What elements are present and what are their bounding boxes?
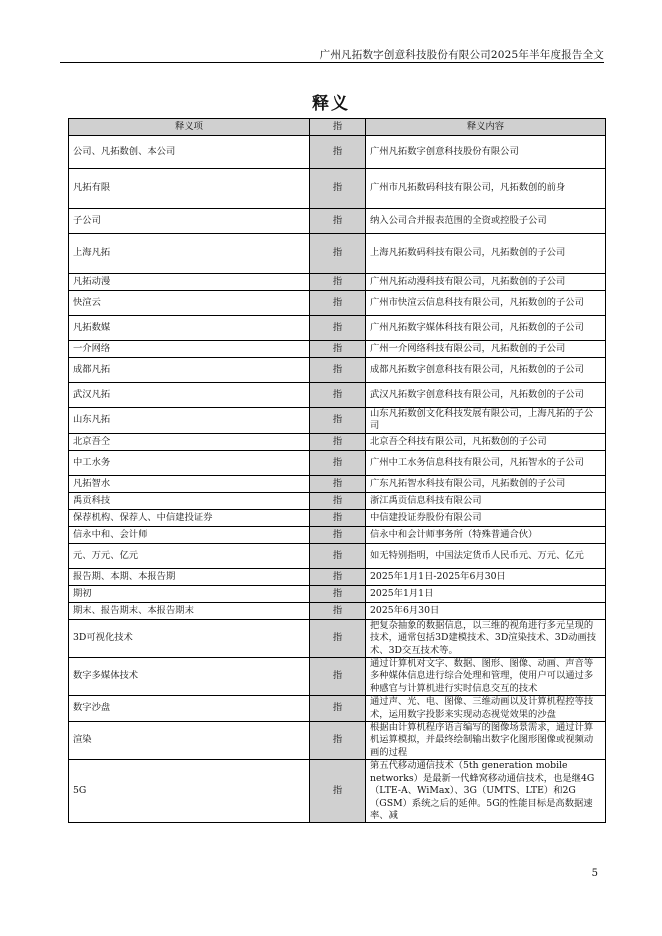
row-ref: 指 <box>310 475 366 492</box>
row-ref: 指 <box>310 433 366 450</box>
table-row <box>69 602 606 619</box>
row-ref: 指 <box>310 136 366 169</box>
table-row <box>69 526 606 543</box>
row-definition: 中信建投证券股份有限公司 <box>366 509 606 526</box>
row-term: 凡拓有限 <box>69 169 310 209</box>
row-ref: 指 <box>310 341 366 358</box>
row-ref: 指 <box>310 358 366 383</box>
row-ref: 指 <box>310 568 366 585</box>
row-definition: 广州凡拓数字创意科技股份有限公司 <box>366 136 606 169</box>
row-definition: 信永中和会计师事务所（特殊普通合伙） <box>366 526 606 543</box>
row-ref: 指 <box>310 450 366 475</box>
row-definition: 广州中工水务信息科技有限公司，凡拓智水的子公司 <box>366 450 606 475</box>
row-term: 元、万元、亿元 <box>69 543 310 568</box>
row-term: 禹贡科技 <box>69 492 310 509</box>
row-term: 成都凡拓 <box>69 358 310 383</box>
row-definition: 2025年1月1日 <box>366 585 606 602</box>
table-row <box>69 450 606 475</box>
report-header: 广州凡拓数字创意科技股份有限公司2025年半年度报告全文 <box>319 49 604 61</box>
row-term: 山东凡拓 <box>69 408 310 434</box>
table-row <box>69 408 606 434</box>
table-row <box>69 341 606 358</box>
row-term: 凡拓动漫 <box>69 274 310 291</box>
row-definition: 上海凡拓数码科技有限公司，凡拓数创的子公司 <box>366 234 606 274</box>
row-term: 数字沙盘 <box>69 696 310 722</box>
row-ref: 指 <box>310 585 366 602</box>
table-row <box>69 722 606 760</box>
row-definition: 广州凡拓动漫科技有限公司，凡拓数创的子公司 <box>366 274 606 291</box>
row-term: 保荐机构、保荐人、中信建投证券 <box>69 509 310 526</box>
row-definition: 武汉凡拓数字创意科技有限公司，凡拓数创的子公司 <box>366 383 606 408</box>
row-definition: 根据由计算机程序语言编写的图像场景需求，通过计算机运算模拟，并最终绘制输出数字化图形图像或视频动画的过程 <box>366 722 606 760</box>
row-ref: 指 <box>310 526 366 543</box>
table-row <box>69 358 606 383</box>
row-ref: 指 <box>310 209 366 234</box>
header-rule <box>60 62 604 63</box>
row-definition: 把复杂抽象的数据信息，以三维的视角进行多元呈现的技术，通常包括3D建模技术、3D渲染技术、3D动画技术、3D交互技术等。 <box>366 619 606 657</box>
row-ref: 指 <box>310 619 366 657</box>
row-term: 武汉凡拓 <box>69 383 310 408</box>
row-definition: 通过声、光、电、图像、三维动画以及计算机程控等技术，运用数字投影来实现动态视觉效果的沙盘 <box>366 696 606 722</box>
column-header-term: 释义项 <box>69 119 310 136</box>
row-definition: 2025年1月1日-2025年6月30日 <box>366 568 606 585</box>
row-term: 一介网络 <box>69 341 310 358</box>
table-header-row <box>69 119 606 136</box>
row-term: 中工水务 <box>69 450 310 475</box>
row-term: 凡拓数媒 <box>69 316 310 341</box>
column-header-ref: 指 <box>310 119 366 136</box>
row-term: 报告期、本期、本报告期 <box>69 568 310 585</box>
table-row <box>69 492 606 509</box>
row-definition: 通过计算机对文字、数据、图形、图像、动画、声音等多种媒体信息进行综合处理和管理，使用户可以通过多种感官与计算机进行实时信息交互的技术 <box>366 658 606 696</box>
row-term: 信永中和、会计师 <box>69 526 310 543</box>
row-definition: 广州市快渲云信息科技有限公司，凡拓数创的子公司 <box>366 291 606 316</box>
table-row <box>69 509 606 526</box>
row-term: 快渲云 <box>69 291 310 316</box>
row-term: 期末、报告期末、本报告期末 <box>69 602 310 619</box>
page-title: 释义 <box>312 94 350 114</box>
table-row <box>69 475 606 492</box>
row-ref: 指 <box>310 316 366 341</box>
page-number: 5 <box>591 868 598 879</box>
row-definition: 广州市凡拓数码科技有限公司，凡拓数创的前身 <box>366 169 606 209</box>
table-row <box>69 433 606 450</box>
row-ref: 指 <box>310 234 366 274</box>
row-definition: 北京吾仝科技有限公司，凡拓数创的子公司 <box>366 433 606 450</box>
row-term: 凡拓智水 <box>69 475 310 492</box>
table-row <box>69 136 606 169</box>
row-definition: 如无特别指明，中国法定货币人民币元、万元、亿元 <box>366 543 606 568</box>
row-term: 上海凡拓 <box>69 234 310 274</box>
table-row <box>69 383 606 408</box>
row-term: 渲染 <box>69 722 310 760</box>
row-definition: 第五代移动通信技术（5th generation mobile networks）是最新一代蜂窝移动通信技术，也是继4G（LTE-A、WiMax）、3G（UMTS、LTE）和2G（GSM）系统之后的延伸。5G的性能目标是高数据速率、减 <box>366 760 606 823</box>
row-term: 公司、凡拓数创、本公司 <box>69 136 310 169</box>
table-row <box>69 234 606 274</box>
table-row <box>69 760 606 823</box>
table-row <box>69 543 606 568</box>
row-ref: 指 <box>310 383 366 408</box>
row-ref: 指 <box>310 658 366 696</box>
row-ref: 指 <box>310 760 366 823</box>
table-row <box>69 619 606 657</box>
table-row <box>69 291 606 316</box>
row-ref: 指 <box>310 169 366 209</box>
row-definition: 纳入公司合并报表范围的全资或控股子公司 <box>366 209 606 234</box>
row-definition: 广东凡拓智水科技有限公司，凡拓数创的子公司 <box>366 475 606 492</box>
row-term: 子公司 <box>69 209 310 234</box>
row-term: 数字多媒体技术 <box>69 658 310 696</box>
row-ref: 指 <box>310 274 366 291</box>
row-definition: 浙江禹贡信息科技有限公司 <box>366 492 606 509</box>
row-term: 5G <box>69 760 310 823</box>
table-row <box>69 209 606 234</box>
table-row <box>69 316 606 341</box>
glossary-table <box>68 118 606 823</box>
row-ref: 指 <box>310 602 366 619</box>
row-definition: 广州凡拓数字媒体科技有限公司，凡拓数创的子公司 <box>366 316 606 341</box>
row-ref: 指 <box>310 543 366 568</box>
row-term: 期初 <box>69 585 310 602</box>
row-ref: 指 <box>310 492 366 509</box>
table-row <box>69 274 606 291</box>
row-ref: 指 <box>310 696 366 722</box>
row-definition: 成都凡拓数字创意科技有限公司，凡拓数创的子公司 <box>366 358 606 383</box>
row-term: 北京吾仝 <box>69 433 310 450</box>
row-definition: 2025年6月30日 <box>366 602 606 619</box>
row-ref: 指 <box>310 509 366 526</box>
table-row <box>69 169 606 209</box>
table-row <box>69 568 606 585</box>
row-definition: 山东凡拓数创文化科技发展有限公司，上海凡拓的子公司 <box>366 408 606 434</box>
column-header-definition: 释义内容 <box>366 119 606 136</box>
row-term: 3D可视化技术 <box>69 619 310 657</box>
row-definition: 广州一介网络科技有限公司，凡拓数创的子公司 <box>366 341 606 358</box>
table-row <box>69 658 606 696</box>
table-row <box>69 585 606 602</box>
row-ref: 指 <box>310 408 366 434</box>
row-ref: 指 <box>310 722 366 760</box>
table-row <box>69 696 606 722</box>
row-ref: 指 <box>310 291 366 316</box>
